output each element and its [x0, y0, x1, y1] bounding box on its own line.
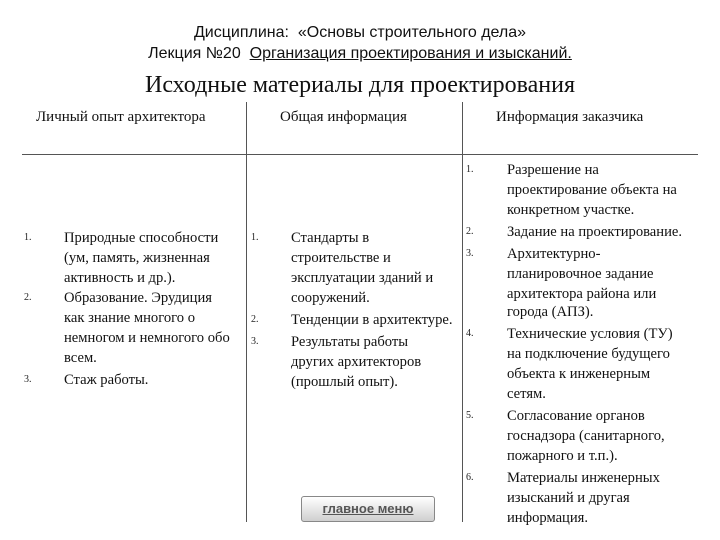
- column-divider-1: [246, 102, 247, 522]
- column-heading-architect: Личный опыт архитектора: [36, 109, 206, 125]
- list-item-number: 3.: [251, 336, 259, 347]
- list-item-number: 2.: [251, 314, 259, 325]
- list-item-number: 4.: [466, 328, 474, 339]
- list-item-text: других архитекторов: [291, 354, 422, 370]
- list-item-text: проектирование объекта на: [507, 182, 677, 198]
- list-item-number: 3.: [466, 248, 474, 259]
- list-item-text: Согласование органов: [507, 408, 645, 424]
- discipline-line: [0, 24, 720, 42]
- list-item-number: 3.: [24, 374, 32, 385]
- list-item-text: Задание на проектирование.: [507, 224, 683, 240]
- list-item-text: на подключение будущего: [507, 346, 670, 362]
- list-item-text: города (АПЗ).: [507, 304, 594, 320]
- lecture-topic: Организация проектирования и изысканий.: [249, 45, 572, 62]
- lecture-label: Лекция №20: [148, 45, 241, 62]
- list-item-text: Тенденции в архитектуре.: [291, 312, 453, 328]
- list-item-text: Результаты работы: [291, 334, 409, 350]
- list-item-text: пожарного и т.п.).: [507, 448, 618, 464]
- list-item-text: как знание многого о: [64, 310, 196, 326]
- list-item-text: всем.: [64, 350, 97, 366]
- column-heading-client: Информация заказчика: [496, 109, 644, 125]
- list-item-text: архитектора района или: [507, 286, 657, 302]
- list-item-number: 1.: [466, 164, 474, 175]
- list-item-number: 1.: [24, 232, 32, 243]
- list-item-text: строительстве и: [291, 250, 391, 266]
- discipline-label: Дисциплина:: [193, 24, 289, 41]
- list-item-number: 6.: [466, 472, 474, 483]
- lecture-line: [0, 45, 720, 63]
- list-item-text: госнадзора (санитарного,: [507, 428, 665, 444]
- list-item-text: Стандарты в: [291, 230, 370, 246]
- list-item-text: сетям.: [507, 386, 546, 402]
- discipline-name: «Основы строительного дела»: [297, 24, 527, 41]
- column-heading-general: Общая информация: [280, 109, 407, 125]
- list-item-text: Образование. Эрудиция: [64, 290, 212, 306]
- list-item-text: (прошлый опыт).: [291, 374, 398, 390]
- main-menu-button[interactable]: главное меню: [301, 496, 435, 522]
- list-item-text: сооружений.: [291, 290, 370, 306]
- list-item-text: планировочное задание: [507, 266, 654, 282]
- list-item-text: Разрешение на: [507, 162, 599, 178]
- list-item-text: Стаж работы.: [64, 372, 149, 388]
- list-item-text: эксплуатации зданий и: [291, 270, 434, 286]
- list-item-text: Технические условия (ТУ): [507, 326, 673, 342]
- list-item-text: Архитектурно-: [507, 246, 601, 262]
- slide-title: Исходные материалы для проектирования: [145, 72, 575, 98]
- list-item-number: 2.: [466, 226, 474, 237]
- list-item-text: объекта к инженерным: [507, 366, 651, 382]
- list-item-text: немногом и немногого обо: [64, 330, 230, 346]
- list-item-text: активность и др.).: [64, 270, 176, 286]
- list-item-number: 2.: [24, 292, 32, 303]
- list-item-text: изысканий и другая: [507, 490, 630, 506]
- list-item-text: Природные способности: [64, 230, 219, 246]
- list-item-number: 1.: [251, 232, 259, 243]
- list-item-text: Материалы инженерных: [507, 470, 660, 486]
- list-item-text: (ум, память, жизненная: [64, 250, 210, 266]
- list-item-text: конкретном участке.: [507, 202, 635, 218]
- list-item-text: информация.: [507, 510, 589, 526]
- header-divider: [22, 154, 698, 155]
- column-divider-2: [462, 102, 463, 522]
- list-item-number: 5.: [466, 410, 474, 421]
